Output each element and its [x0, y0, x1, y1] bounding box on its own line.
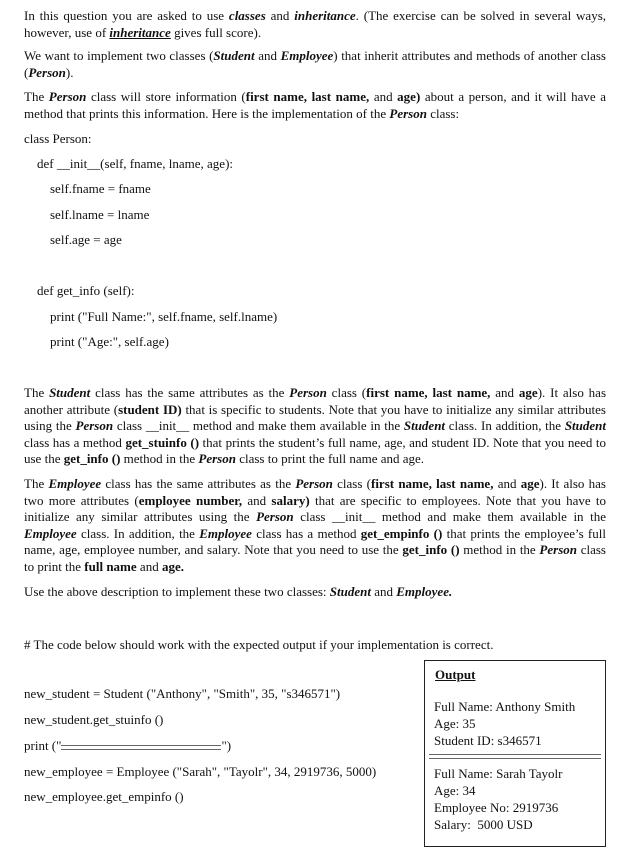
text: that prints the employee’s full name, age, employee number, and salary. Note that you need to use the: [24, 525, 606, 558]
class-name-employee: Employee: [24, 525, 77, 541]
bold-text: salary): [271, 492, 310, 508]
employee-description: [24, 476, 606, 576]
class-name-student: Student: [564, 418, 606, 434]
text: class has the same attributes as the: [90, 385, 290, 400]
student-description: [24, 385, 606, 468]
text: class has the same attributes as the: [101, 476, 296, 491]
bold-text: full name: [84, 558, 137, 574]
class-name-person: Person: [28, 64, 66, 80]
emphasis-inheritance: inheritance: [294, 8, 356, 23]
output-separator: [429, 754, 601, 759]
text: class. In addition, the: [76, 525, 200, 541]
class-name-student: Student: [213, 48, 255, 63]
class-name-person: Person: [539, 542, 577, 558]
code-line: def __init__(self, fname, lname, age):: [37, 156, 234, 171]
separator-rule: [61, 745, 221, 750]
output-line: Full Name: Sarah Tayolr: [434, 766, 563, 781]
intro-paragraph-1: [24, 8, 606, 41]
text: We want to implement two classes (: [24, 48, 214, 63]
text: class will store information (: [86, 89, 246, 104]
code-text: "): [221, 738, 232, 753]
text: class to print the full name and age.: [235, 451, 425, 467]
use-instruction: [24, 584, 606, 601]
text: ) that inherit attributes and methods of another class (: [24, 48, 606, 80]
output-line: Student ID: s346571: [434, 733, 542, 748]
code-line: print ("Full Name:", self.fname, self.lname): [50, 309, 278, 324]
class-name-student: Student: [403, 418, 446, 434]
text: method in the: [459, 542, 540, 558]
bold-text: age): [397, 89, 421, 104]
class-name-employee: Employee.: [396, 584, 453, 599]
class-name-person: Person: [389, 105, 427, 121]
text: and: [490, 385, 519, 400]
class-name-person: Person: [289, 385, 327, 400]
text: and: [136, 558, 162, 574]
code-line: self.lname = lname: [50, 207, 150, 222]
method-name: get_info (): [402, 542, 460, 558]
class-name-employee: Employee: [48, 476, 102, 491]
code-comment: # The code below should work with the expected output if your implementation is correct.: [24, 637, 494, 652]
text: class has a method: [251, 525, 361, 541]
bold-text: age: [518, 385, 538, 400]
bold-text: employee number,: [138, 492, 243, 508]
output-line: Age: 34: [434, 783, 476, 798]
text: gives full score).: [170, 24, 262, 40]
intro-paragraph-3: [24, 89, 606, 122]
text: class __init__ method and make them available in the: [293, 509, 606, 525]
bold-text: first name, last name,: [245, 89, 370, 104]
code-line: new_student.get_stuinfo (): [24, 712, 164, 727]
code-line: class Person:: [24, 131, 92, 146]
class-name-person: Person: [75, 418, 114, 434]
output-line: Employee No: 2919736: [434, 800, 559, 815]
intro-paragraph-2: [24, 48, 606, 81]
class-name-student: Student: [329, 584, 371, 599]
text: that prints the student’s full name, age, and student ID. Note that you need to use the: [24, 434, 606, 467]
bold-text: student ID): [118, 401, 182, 417]
method-name: get_info (): [63, 451, 121, 467]
code-line: def get_info (self):: [37, 283, 135, 298]
text: method in the: [120, 451, 199, 467]
text: and: [370, 584, 397, 599]
text: about a person, and it will have a method that prints this information. Here is the implementation of the: [24, 89, 607, 121]
text: In this question you are asked to use: [24, 8, 229, 23]
code-line: self.age = age: [50, 232, 122, 247]
print-separator-line: [24, 738, 231, 754]
text: class (: [326, 385, 367, 400]
text: . (The exercise can be solved in several ways, however, use of: [24, 8, 606, 40]
text: class __init__ method and make them available in the: [113, 418, 404, 434]
class-name-student: Student: [49, 385, 91, 400]
text: class (: [332, 476, 371, 491]
text: class. In addition, the: [445, 418, 565, 434]
text: class to print the: [24, 542, 606, 574]
output-line: Full Name: Anthony Smith: [434, 699, 576, 714]
method-name: get_empinfo (): [360, 525, 443, 541]
text: and: [254, 48, 281, 63]
class-name-person: Person: [48, 89, 87, 104]
bold-text: first name, last name,: [366, 385, 491, 400]
text: that are specific to employees. Note that you have to initialize any similar attributes using the: [24, 492, 606, 525]
code-line: new_employee = Employee ("Sarah", "Tayolr", 34, 2919736, 5000): [24, 764, 377, 779]
text: ). It also has another attribute (: [24, 385, 607, 417]
text: ). It also has two more attributes (: [24, 476, 606, 508]
output-box: [424, 660, 606, 847]
text: that is specific to students. Note that you have to initialize any similar attributes using the: [24, 401, 606, 434]
text: The: [24, 89, 49, 104]
emphasis-inheritance-underlined: inheritance: [109, 24, 171, 40]
code-line: self.fname = fname: [50, 181, 151, 196]
text: The: [24, 476, 49, 491]
bold-text: first name, last name,: [370, 476, 494, 491]
text: and: [369, 89, 398, 104]
class-name-person: Person: [198, 451, 236, 467]
text: The: [24, 385, 50, 400]
bold-text: age.: [161, 558, 184, 574]
class-name-employee: Employee: [199, 525, 252, 541]
output-line: Salary: 5000 USD: [434, 817, 533, 832]
text: and: [265, 8, 295, 23]
text: and: [493, 476, 521, 491]
output-line: Age: 35: [434, 716, 476, 731]
code-line: print ("Age:", self.age): [50, 334, 169, 349]
code-line: new_employee.get_empinfo (): [24, 789, 184, 804]
text: class has a method: [24, 434, 126, 450]
text: Use the above description to implement these two classes:: [24, 584, 330, 599]
code-line: new_student = Student ("Anthony", "Smith", 35, "s346571"): [24, 686, 341, 701]
bold-text: age: [520, 476, 540, 491]
class-name-person: Person: [295, 476, 333, 491]
method-name: get_stuinfo (): [125, 434, 200, 450]
code-text: print (": [24, 738, 62, 753]
class-name-employee: Employee: [280, 48, 334, 63]
text: and: [242, 492, 272, 508]
output-title: Output: [435, 667, 476, 682]
class-name-person: Person: [256, 509, 294, 525]
text: ).: [65, 64, 74, 80]
text: class:: [426, 105, 460, 121]
emphasis-classes: classes: [228, 8, 266, 23]
